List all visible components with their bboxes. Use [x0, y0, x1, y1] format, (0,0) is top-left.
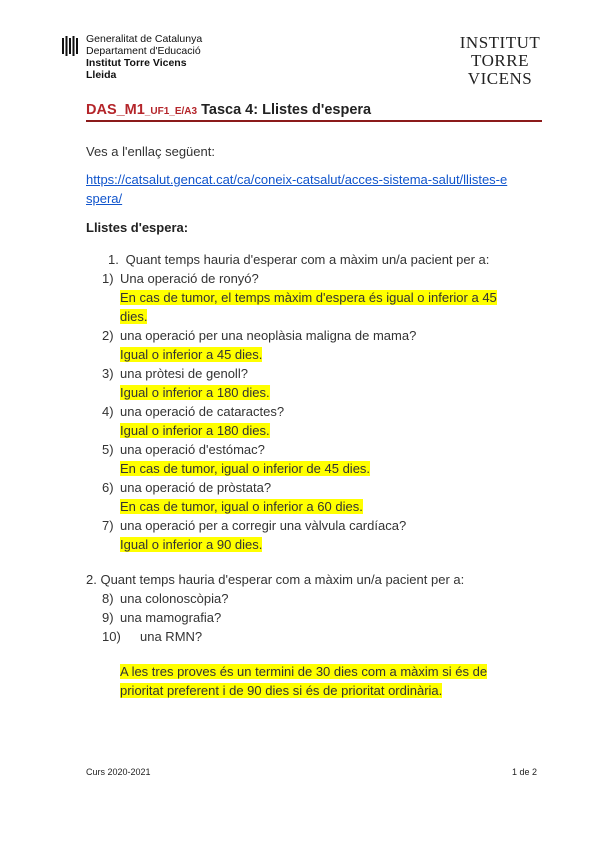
list-item: 8) una colonoscòpia?	[102, 591, 229, 606]
title-subcode: _UF1_E/A3	[144, 106, 198, 117]
list-item: 6) una operació de pròstata?	[102, 480, 272, 495]
answer: Igual o inferior a 90 dies.	[120, 537, 263, 552]
question-1-text: Quant temps hauria d'esperar com a màxim un/a pacient per a:	[125, 252, 490, 267]
question-1-list	[102, 269, 544, 554]
footer-page-number: 1 de 2	[512, 767, 538, 777]
title-text: Tasca 4: Llistes d'espera	[201, 102, 372, 118]
answer: En cas de tumor, igual o inferior a 60 dies.	[120, 499, 363, 514]
org-line-4: Lleida	[86, 69, 117, 81]
source-link-line-1[interactable]: https://catsalut.gencat.cat/ca/coneix-catsalut/acces-sistema-salut/llistes-e	[86, 172, 508, 187]
list-item: 3) una pròtesi de genoll?	[102, 366, 248, 381]
answer: En cas de tumor, igual o inferior de 45 dies.	[120, 461, 371, 476]
question-2-list	[102, 589, 544, 646]
page-title	[86, 102, 371, 118]
list-item: 10) una RMN?	[102, 629, 203, 644]
title-code: DAS_M1	[86, 102, 145, 118]
school-logo-line-1: INSTITUT	[459, 33, 541, 52]
question-1-number: 1.	[108, 252, 119, 267]
org-line-3: Institut Torre Vicens	[86, 57, 187, 69]
section-heading: Llistes d'espera:	[86, 220, 189, 235]
list-item: 1) Una operació de ronyó?	[102, 271, 259, 286]
school-logo	[440, 34, 560, 88]
footer-course: Curs 2020-2021	[86, 767, 151, 777]
question-2-answer: A les tres proves és un termini de 30 dies com a màxim si és de prioritat preferent i de 90 dies si és de prioritat ordinària.	[120, 664, 488, 698]
generalitat-logo-icon	[62, 36, 80, 56]
list-item: 7) una operació per a corregir una vàlvula cardíaca?	[102, 518, 407, 533]
answer: Igual o inferior a 45 dies.	[120, 347, 263, 362]
intro-text: Ves a l'enllaç següent:	[86, 144, 215, 159]
org-line-1: Generalitat de Catalunya	[86, 33, 203, 45]
title-divider	[86, 120, 542, 122]
answer: En cas de tumor, el temps màxim d'espera és igual o inferior a 45 dies.	[120, 290, 497, 324]
source-link[interactable]	[86, 170, 507, 208]
list-item: 5) una operació d'estómac?	[102, 442, 265, 457]
list-item: 9) una mamografia?	[102, 610, 222, 625]
header-org-block	[86, 33, 202, 81]
list-item: 2) una operació per una neoplàsia maligna de mama?	[102, 328, 417, 343]
answer: Igual o inferior a 180 dies.	[120, 385, 270, 400]
question-2: 2. Quant temps hauria d'esperar com a màxim un/a pacient per a:	[86, 572, 465, 587]
school-logo-line-2: TORRE VICENS	[467, 51, 533, 88]
list-item: 4) una operació de cataractes?	[102, 404, 285, 419]
org-line-2: Departament d'Educació	[86, 45, 201, 57]
question-1	[108, 250, 489, 269]
answer: Igual o inferior a 180 dies.	[120, 423, 270, 438]
source-link-line-2[interactable]: spera/	[86, 191, 123, 206]
